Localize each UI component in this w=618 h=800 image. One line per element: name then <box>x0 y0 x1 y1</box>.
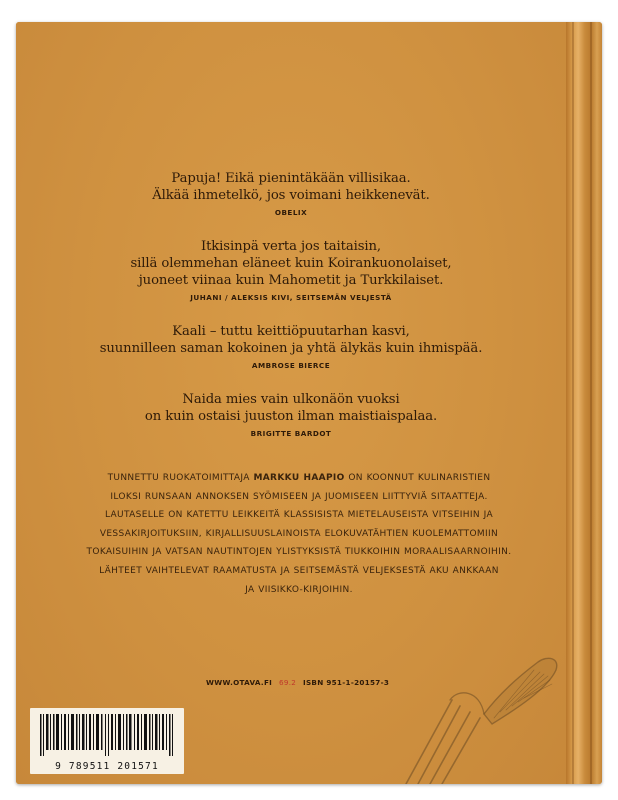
library-class-code: 69.2 <box>278 678 297 687</box>
description-text: ON KOONNUT KULINARISTIEN <box>344 473 491 483</box>
spine-groove <box>572 22 574 784</box>
description-line: ILOKSI RUNSAAN ANNOKSEN SYÖMISEEN JA JUOMISEEN LIITTYVIÄ SITAATTEJA. <box>110 491 488 502</box>
description-line <box>54 469 544 488</box>
quote-attribution: OBELIX <box>274 208 308 217</box>
cover-board <box>16 22 566 784</box>
quote-line: Papuja! Eikä pienintäkään villisikaa. <box>171 171 411 186</box>
description-line: JA VIISIKKO-KIRJOIHIN. <box>245 584 353 595</box>
barcode-number: 9 789511 201571 <box>55 761 159 772</box>
quote-line: juoneet viinaa kuin Mahometit ja Turkkilaiset. <box>138 273 444 288</box>
quote-block <box>56 238 526 303</box>
book-spine <box>566 22 602 784</box>
quote-line: Naida mies vain ulkonäön vuoksi <box>182 392 400 407</box>
quote-block <box>56 323 526 371</box>
book-back-cover <box>16 22 602 784</box>
description-text: TUNNETTU RUOKATOIMITTAJA <box>107 473 254 483</box>
quotes-section <box>16 170 566 459</box>
quote-line: Älkää ihmetelkö, jos voimani heikkenevät. <box>152 188 430 203</box>
publisher-info <box>206 678 389 687</box>
quote-line: Kaali – tuttu keittiöpuutarhan kasvi, <box>172 324 410 339</box>
quote-block <box>56 170 526 218</box>
author-name: MARKKU HAAPIO <box>253 473 345 483</box>
quote-line: sillä olemmehan eläneet kuin Koirankuonolaiset, <box>130 256 452 271</box>
description-line: LÄHTEET VAIHTELEVAT RAAMATUSTA JA SEITSEMÄSTÄ VELJEKSESTÄ AKU ANKKAAN <box>99 565 499 576</box>
isbn-number: ISBN 951-1-20157-3 <box>302 678 390 687</box>
barcode <box>30 708 184 774</box>
quote-line: on kuin ostaisi juuston ilman maistiaispalaa. <box>144 409 438 424</box>
quote-line: Itkisinpä verta jos taitaisin, <box>200 239 382 254</box>
quote-attribution: AMBROSE BIERCE <box>251 361 331 370</box>
book-description <box>54 469 544 599</box>
quote-attribution: BRIGITTE BARDOT <box>250 429 332 438</box>
description-line: LAUTASELLE ON KATETTU LEIKKEITÄ KLASSISISTA MIETELAUSEISTA VITSEIHIN JA <box>104 510 494 521</box>
barcode-bars-icon <box>38 714 176 756</box>
publisher-website: WWW.OTAVA.FI <box>206 678 273 687</box>
description-line: VESSAKIRJOITUKSIIN, KIRJALLISUUSLAINOISTA ELOKUVATÄHTIEN KUOLEMATTOMIIN <box>99 528 499 539</box>
fork-illustration-icon <box>388 628 566 784</box>
quote-line: suunnilleen saman kokoinen ja yhtä älykäs kuin ihmispää. <box>99 341 483 356</box>
quote-attribution: JUHANI / ALEKSIS KIVI, SEITSEMÄN VELJESTÄ <box>190 293 392 302</box>
quote-block <box>56 391 526 439</box>
description-line: TOKAISUIHIN JA VATSAN NAUTINTOJEN YLISTYKSISTÄ TIUKKOIHIN MORAALISAARNOIHIN. <box>86 547 512 558</box>
spine-groove <box>590 22 592 784</box>
